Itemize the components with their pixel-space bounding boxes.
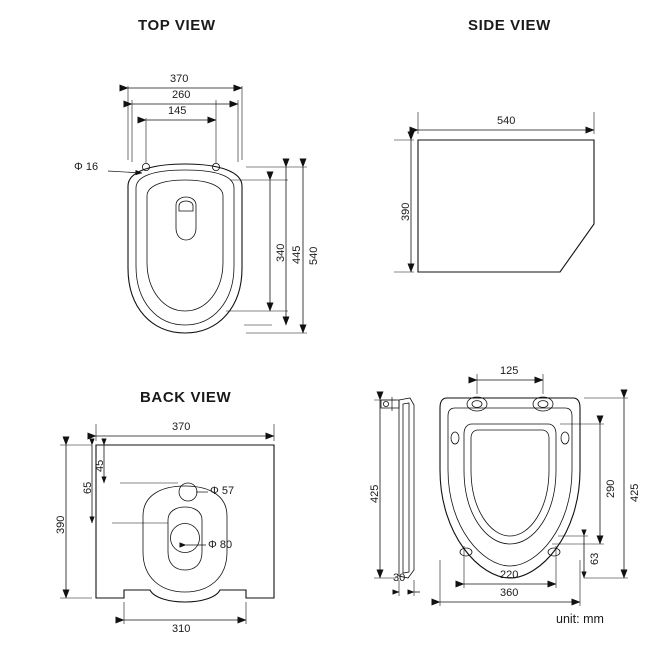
dim-top-width-mid: 260 bbox=[172, 89, 191, 101]
dim-top-depth-overall: 540 bbox=[308, 246, 320, 265]
dim-top-width-overall: 370 bbox=[170, 73, 189, 85]
dim-back-outlet-lower: Φ 80 bbox=[208, 539, 233, 551]
dim-back-width-base: 310 bbox=[172, 623, 191, 635]
dim-seat-inner-width: 220 bbox=[500, 569, 519, 581]
dim-side-length: 540 bbox=[497, 115, 516, 127]
dim-seat-width: 360 bbox=[500, 587, 519, 599]
dim-top-depth-inner: 340 bbox=[275, 243, 287, 262]
dim-seat-hinge-spacing: 125 bbox=[500, 365, 519, 377]
dim-back-height: 390 bbox=[55, 515, 67, 534]
dim-back-drop-small: 45 bbox=[94, 459, 106, 472]
view-title-side: SIDE VIEW bbox=[468, 17, 551, 34]
dim-seat-inner-length: 290 bbox=[605, 479, 617, 498]
view-title-back: BACK VIEW bbox=[140, 389, 232, 406]
dim-top-hole-diameter: Φ 16 bbox=[74, 161, 99, 173]
dim-seat-profile-length: 425 bbox=[369, 484, 381, 503]
dim-back-drop-large: 65 bbox=[82, 481, 94, 494]
dim-back-outlet-upper: Φ 57 bbox=[210, 485, 235, 497]
dim-back-width-top: 370 bbox=[172, 421, 191, 433]
dim-seat-rear-offset: 63 bbox=[589, 552, 601, 565]
dim-side-height: 390 bbox=[400, 202, 412, 221]
unit-note: unit: mm bbox=[556, 612, 604, 626]
dim-seat-length: 425 bbox=[629, 483, 641, 502]
dim-seat-thickness: 30 bbox=[393, 572, 406, 584]
view-title-top: TOP VIEW bbox=[138, 17, 216, 34]
dim-top-hole-spacing: 145 bbox=[168, 105, 187, 117]
dim-top-depth-to-bowl: 445 bbox=[291, 245, 303, 264]
